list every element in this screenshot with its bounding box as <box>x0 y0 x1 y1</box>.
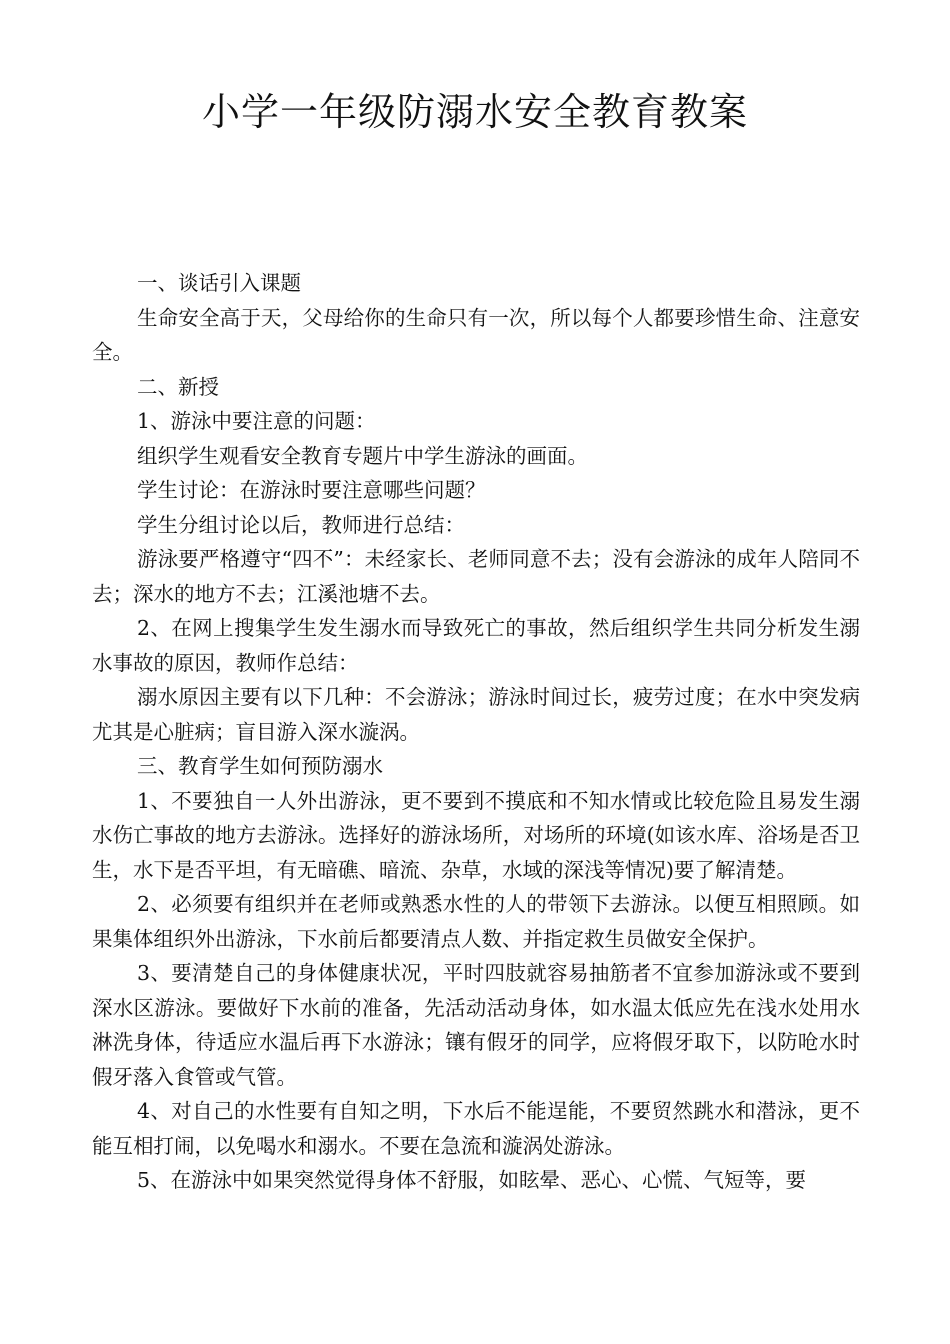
paragraph: 游泳要严格遵守“四不”：未经家长、老师同意不去；没有会游泳的成年人陪同不去；深水的地方不去；江溪池塘不去。 <box>92 547 860 606</box>
document-title: 小学一年级防溺水安全教育教案 <box>201 90 748 134</box>
paragraph: 1、不要独自一人外出游泳，更不要到不摸底和不知水情或比较危险且易发生溺水伤亡事故的地方去游泳。选择好的游泳场所，对场所的环境(如该水库、浴场是否卫生，水下是否平坦，有无暗礁、暗流、杂草，水域的深浅等情况)要了解清楚。 <box>92 788 860 882</box>
paragraph: 5、在游泳中如果突然觉得身体不舒服，如眩晕、恶心、心慌、气短等，要 <box>137 1168 807 1192</box>
paragraph: 溺水原因主要有以下几种：不会游泳；游泳时间过长，疲劳过度；在水中突发病尤其是心脏病；盲目游入深水漩涡。 <box>92 685 860 744</box>
section-heading-intro: 一、谈话引入课题 <box>137 271 301 295</box>
subsection-heading: 1、游泳中要注意的问题： <box>137 409 376 433</box>
paragraph: 学生分组讨论以后，教师进行总结： <box>137 512 465 537</box>
section-heading-prevention: 三、教育学生如何预防溺水 <box>137 754 383 778</box>
paragraph: 学生讨论：在游泳时要注意哪些问题？ <box>137 478 486 502</box>
paragraph: 3、要清楚自己的身体健康状况，平时四肢就容易抽筋者不宜参加游泳或不要到深水区游泳。要做好下水前的准备，先活动活动身体，如水温太低应先在浅水处用水淋洗身体，待适应水温后再下水游泳；镶有假牙的同学，应将假牙取下，以防呛水时假牙落入食管或气管。 <box>92 961 860 1089</box>
paragraph: 2、在网上搜集学生发生溺水而导致死亡的事故，然后组织学生共同分析发生溺水事故的原因，教师作总结： <box>92 616 860 675</box>
paragraph: 2、必须要有组织并在老师或熟悉水性的人的带领下去游泳。以便互相照顾。如果集体组织外出游泳，下水前后都要清点人数、并指定救生员做安全保护。 <box>92 892 860 951</box>
paragraph: 组织学生观看安全教育专题片中学生游泳的画面。 <box>137 443 588 468</box>
paragraph: 生命安全高于天，父母给你的生命只有一次，所以每个人都要珍惜生命、注意安全。 <box>92 305 860 364</box>
document-body <box>92 266 860 1198</box>
section-heading-new-lesson: 二、新授 <box>137 374 219 399</box>
paragraph: 4、对自己的水性要有自知之明，下水后不能逞能，不要贸然跳水和潜泳，更不能互相打闹，以免喝水和溺水。不要在急流和漩涡处游泳。 <box>92 1099 860 1158</box>
